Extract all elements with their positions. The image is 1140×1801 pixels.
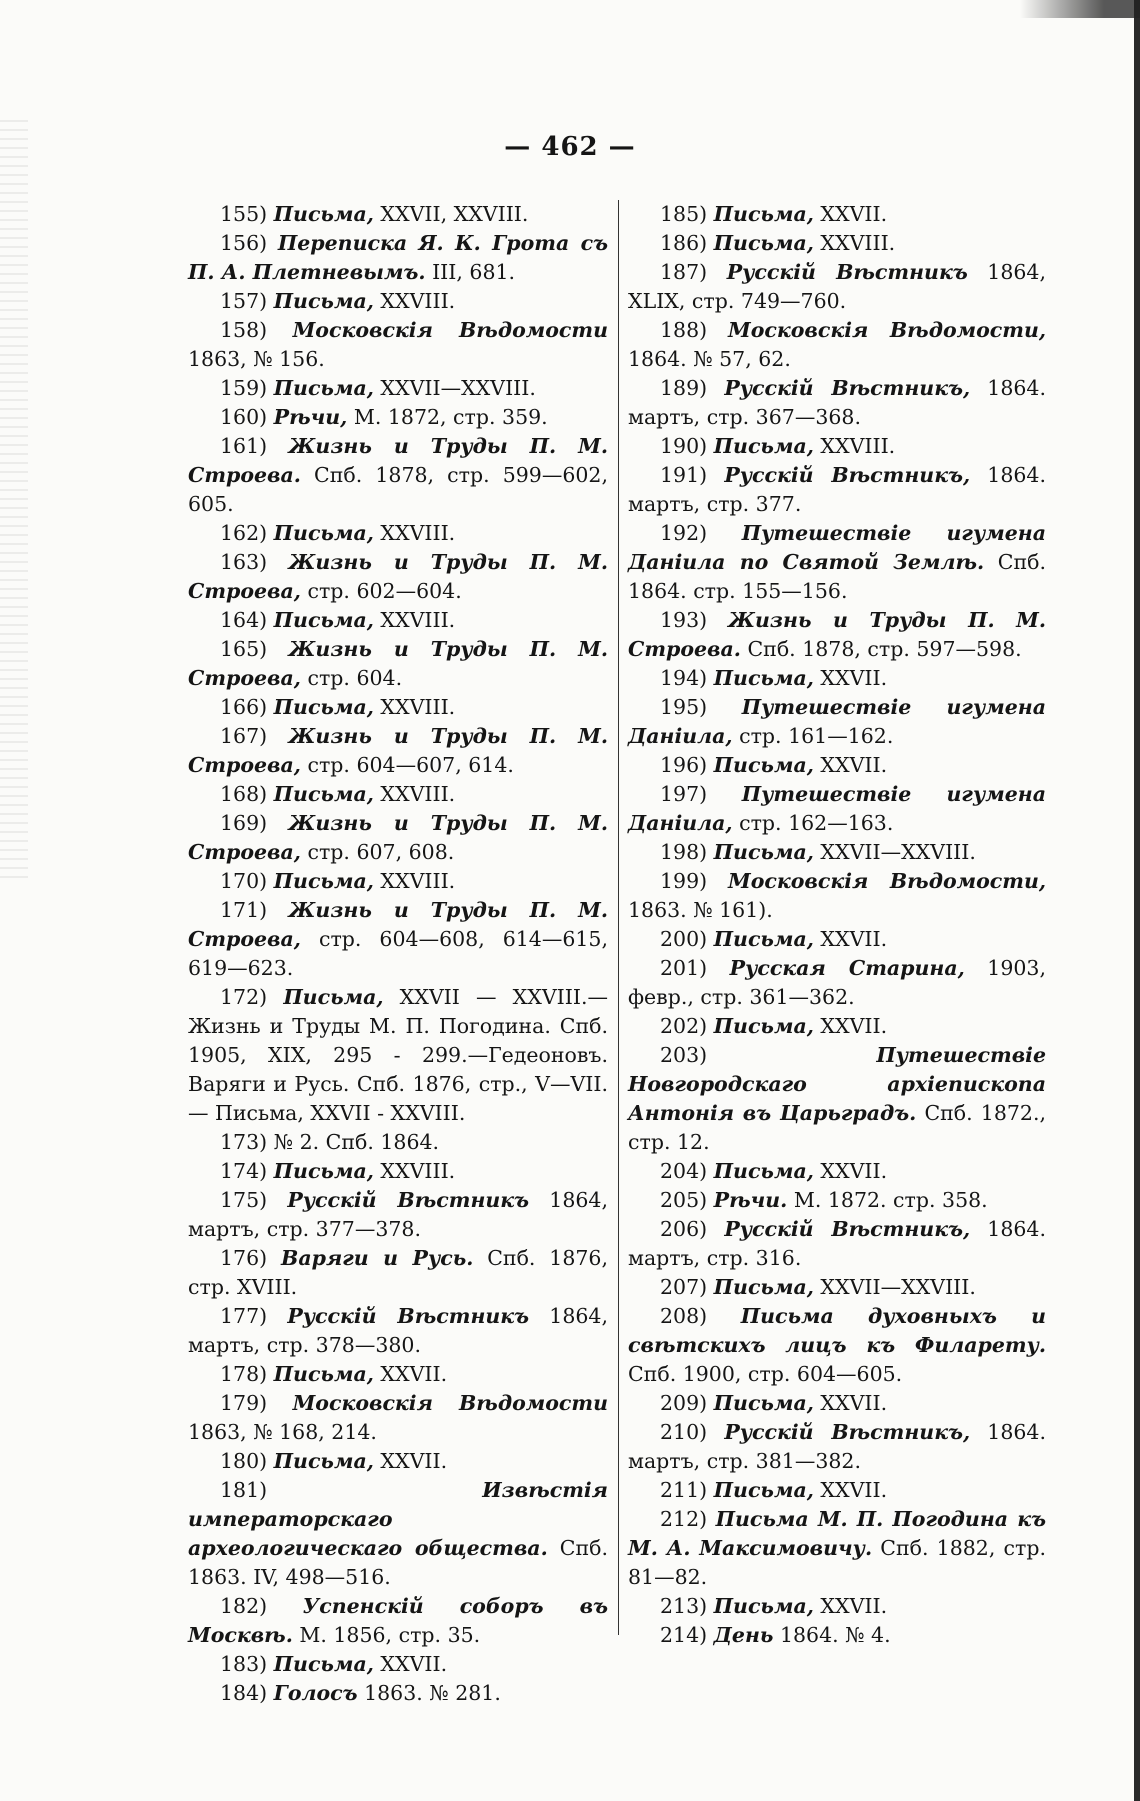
note-title: Письма, xyxy=(713,840,814,864)
note-title: Рѣчи, xyxy=(273,405,348,429)
note-entry xyxy=(188,809,608,867)
note-entry xyxy=(188,1679,608,1708)
note-details: XXVII. xyxy=(813,202,888,226)
note-details: XXVIII. xyxy=(373,869,456,893)
note-number: 174) xyxy=(220,1159,268,1183)
note-details: 1863. № 281. xyxy=(357,1681,501,1705)
note-entry xyxy=(628,461,1046,519)
note-number: 202) xyxy=(660,1014,708,1038)
note-number: 186) xyxy=(660,231,708,255)
left-column xyxy=(188,200,608,1708)
note-number: 188) xyxy=(660,318,708,342)
note-number: 191) xyxy=(660,463,708,487)
note-number: 182) xyxy=(220,1594,268,1618)
note-number: 157) xyxy=(220,289,268,313)
scan-edge-right xyxy=(1134,0,1140,1801)
note-title: Письма, xyxy=(273,1449,374,1473)
note-details: XXVII. xyxy=(813,927,888,951)
note-details: стр. 604. xyxy=(300,666,403,690)
note-details: XXVII—XXVIII. xyxy=(813,1275,976,1299)
note-entry xyxy=(628,1621,1046,1650)
note-title: Письма, xyxy=(273,782,374,806)
note-details: XXVII. xyxy=(813,666,888,690)
note-entry xyxy=(188,1389,608,1447)
note-entry xyxy=(628,519,1046,606)
note-title: Московскія Вѣдомости xyxy=(292,318,608,342)
note-title: Письма духовныхъ и свѣтскихъ лицъ къ Филарету. xyxy=(628,1304,1046,1357)
note-entry xyxy=(628,200,1046,229)
note-details: XXVII. xyxy=(373,1449,448,1473)
note-details: XXVIII. xyxy=(373,782,456,806)
note-title: Русскій Вѣстникъ xyxy=(287,1188,530,1212)
note-title: Письма, xyxy=(273,1159,374,1183)
note-details: Спб. 1878, стр. 599—602, 605. xyxy=(188,463,608,516)
note-number: 213) xyxy=(660,1594,708,1618)
note-entry xyxy=(188,403,608,432)
note-number: 185) xyxy=(660,202,708,226)
note-details: № 2. Спб. 1864. xyxy=(273,1130,440,1154)
note-details: стр. 607, 608. xyxy=(300,840,455,864)
note-entry xyxy=(628,838,1046,867)
note-number: 176) xyxy=(220,1246,268,1270)
note-number: 209) xyxy=(660,1391,708,1415)
note-details: 1864. № 4. xyxy=(773,1623,891,1647)
note-number: 194) xyxy=(660,666,708,690)
note-title: Письма, xyxy=(713,1159,814,1183)
note-number: 189) xyxy=(660,376,708,400)
note-details: 1864, мартъ, стр. 377—378. xyxy=(188,1188,608,1241)
note-title: Жизнь и Труды П. М. Строева, xyxy=(188,898,608,951)
note-number: 166) xyxy=(220,695,268,719)
note-details: стр. 604—607, 614. xyxy=(300,753,514,777)
note-number: 156) xyxy=(220,231,268,255)
note-entry xyxy=(628,751,1046,780)
note-number: 173) xyxy=(220,1130,268,1154)
note-entry xyxy=(628,1592,1046,1621)
note-details: Спб. 1872., стр. 12. xyxy=(628,1101,1046,1154)
note-entry xyxy=(628,1041,1046,1157)
note-entry xyxy=(188,1302,608,1360)
note-number: 212) xyxy=(660,1507,708,1531)
note-title: Русскій Вѣстникъ, xyxy=(724,1420,971,1444)
note-title: Письма М. П. Погодина къ М. А. Максимовичу. xyxy=(628,1507,1046,1560)
note-entry xyxy=(188,548,608,606)
note-details: XXVIII. xyxy=(813,231,896,255)
note-entry xyxy=(628,316,1046,374)
note-entry xyxy=(628,664,1046,693)
column-divider xyxy=(618,200,619,1635)
note-details: 1863. № 161). xyxy=(628,898,773,922)
page-number: — 462 — xyxy=(504,132,636,162)
note-details: 1864. № 57, 62. xyxy=(628,347,791,371)
note-details: 1864, мартъ, стр. 378—380. xyxy=(188,1304,608,1357)
note-details: М. 1856, стр. 35. xyxy=(292,1623,481,1647)
note-number: 160) xyxy=(220,405,268,429)
note-details: стр. 602—604. xyxy=(300,579,462,603)
note-details: 1864, XLIX, стр. 749—760. xyxy=(628,260,1046,313)
note-title: Переписка Я. К. Грота съ П. А. Плетневымъ. xyxy=(188,231,608,284)
note-details: Спб. 1878, стр. 597—598. xyxy=(740,637,1022,661)
note-details: Спб. 1864. стр. 155—156. xyxy=(628,550,1046,603)
note-number: 175) xyxy=(220,1188,268,1212)
note-details: XXVII. xyxy=(813,1478,888,1502)
note-title: Жизнь и Труды П. М. Строева. xyxy=(188,434,608,487)
note-entry xyxy=(188,432,608,519)
note-title: Путешествіе игумена Даніила, xyxy=(628,695,1046,748)
note-entry xyxy=(628,1215,1046,1273)
note-details: стр. 162—163. xyxy=(732,811,894,835)
note-number: 172) xyxy=(220,985,268,1009)
note-number: 192) xyxy=(660,521,708,545)
note-number: 177) xyxy=(220,1304,268,1328)
note-details: 1864. мартъ, стр. 377. xyxy=(628,463,1046,516)
note-entry xyxy=(188,896,608,983)
note-title: Голосъ xyxy=(273,1681,358,1705)
note-title: Русскій Вѣстникъ, xyxy=(724,376,971,400)
note-number: 184) xyxy=(220,1681,268,1705)
note-entry xyxy=(188,606,608,635)
note-entry xyxy=(188,780,608,809)
note-number: 210) xyxy=(660,1420,708,1444)
note-details: XXVIII. xyxy=(373,695,456,719)
note-entry xyxy=(628,1186,1046,1215)
note-entry xyxy=(188,1360,608,1389)
note-number: 187) xyxy=(660,260,708,284)
note-title: Письма, xyxy=(283,985,384,1009)
note-title: Письма, xyxy=(273,1362,374,1386)
note-title: Письма, xyxy=(713,1391,814,1415)
note-number: 198) xyxy=(660,840,708,864)
note-number: 165) xyxy=(220,637,268,661)
note-entry xyxy=(188,867,608,896)
note-details: М. 1872. стр. 358. xyxy=(787,1188,988,1212)
note-entry xyxy=(188,316,608,374)
note-title: Письма, xyxy=(713,666,814,690)
note-entry xyxy=(628,432,1046,461)
note-details: 1864. мартъ, стр. 316. xyxy=(628,1217,1046,1270)
scan-edge-left xyxy=(0,120,28,880)
note-details: XXVIII. xyxy=(373,608,456,632)
note-title: Русскій Вѣстникъ, xyxy=(724,1217,971,1241)
note-title: Путешествіе игумена Даніила по Святой Землѣ. xyxy=(628,521,1046,574)
note-title: Московскія Вѣдомости, xyxy=(728,318,1046,342)
note-entry xyxy=(188,1186,608,1244)
note-title: Письма, xyxy=(713,231,814,255)
note-title: Письма, xyxy=(273,608,374,632)
note-details: 1864. мартъ, стр. 381—382. xyxy=(628,1420,1046,1473)
note-title: Письма, xyxy=(713,1478,814,1502)
note-entry xyxy=(628,1302,1046,1389)
note-number: 161) xyxy=(220,434,268,458)
note-details: XXVII — XXVIII.— Жизнь и Труды М. П. Погодина. Спб. 1905, XIX, 295 - 299.—Гедеоновъ. Варяги и Русь. Спб. 1876, стр., V—VII.— Письма, XXVII - XXVIII. xyxy=(188,985,608,1125)
note-details: XXVII. xyxy=(373,1362,448,1386)
note-number: 170) xyxy=(220,869,268,893)
note-title: Письма, xyxy=(273,289,374,313)
note-details: Спб. 1863. IV, 498—516. xyxy=(188,1536,608,1589)
note-entry xyxy=(188,693,608,722)
note-entry xyxy=(188,1244,608,1302)
note-title: Письма, xyxy=(713,1014,814,1038)
note-title: Жизнь и Труды П. М. Строева, xyxy=(188,724,608,777)
note-title: Варяги и Русь. xyxy=(281,1246,474,1270)
note-number: 203) xyxy=(660,1043,708,1067)
note-entry xyxy=(628,954,1046,1012)
note-details: М. 1872, стр. 359. xyxy=(347,405,548,429)
note-entry xyxy=(188,1476,608,1592)
note-number: 195) xyxy=(660,695,708,719)
note-entry xyxy=(628,258,1046,316)
note-details: XXVII, XXVIII. xyxy=(373,202,529,226)
note-number: 193) xyxy=(660,608,708,632)
note-title: Письма, xyxy=(713,753,814,777)
note-entry xyxy=(188,1592,608,1650)
note-number: 171) xyxy=(220,898,268,922)
note-title: Письма, xyxy=(273,869,374,893)
note-title: Путешествіе игумена Даніила, xyxy=(628,782,1046,835)
note-title: Письма, xyxy=(713,434,814,458)
note-number: 155) xyxy=(220,202,268,226)
note-number: 197) xyxy=(660,782,708,806)
note-entry xyxy=(188,1128,608,1157)
note-details: 1903, февр., стр. 361—362. xyxy=(628,956,1046,1009)
note-details: Спб. 1882, стр. 81—82. xyxy=(628,1536,1046,1589)
note-number: 199) xyxy=(660,869,708,893)
note-details: XXVII. xyxy=(813,1159,888,1183)
note-details: XXVIII. xyxy=(373,521,456,545)
note-entry xyxy=(628,1389,1046,1418)
note-entry xyxy=(188,635,608,693)
note-entry xyxy=(628,606,1046,664)
note-entry xyxy=(628,693,1046,751)
note-title: Извѣстія императорскаго археологическаго общества. xyxy=(188,1478,608,1560)
note-details: XXVII. xyxy=(813,1391,888,1415)
note-title: Московскія Вѣдомости, xyxy=(728,869,1046,893)
note-entry xyxy=(188,229,608,287)
note-entry xyxy=(188,287,608,316)
note-entry xyxy=(628,374,1046,432)
note-number: 204) xyxy=(660,1159,708,1183)
note-number: 208) xyxy=(660,1304,708,1328)
note-title: Письма, xyxy=(273,695,374,719)
note-number: 164) xyxy=(220,608,268,632)
note-number: 211) xyxy=(660,1478,708,1502)
note-title: Жизнь и Труды П. М. Строева. xyxy=(628,608,1046,661)
note-entry xyxy=(188,1447,608,1476)
note-details: 1863, № 156. xyxy=(188,347,325,371)
note-entry xyxy=(628,1476,1046,1505)
note-details: XXVIII. xyxy=(813,434,896,458)
note-number: 214) xyxy=(660,1623,708,1647)
note-details: XXVII—XXVIII. xyxy=(373,376,536,400)
note-number: 183) xyxy=(220,1652,268,1676)
note-details: стр. 604—608, 614—615, 619—623. xyxy=(188,927,608,980)
note-entry xyxy=(188,1157,608,1186)
note-title: Путешествіе Новгородскаго архіепископа Антонія въ Царьградъ. xyxy=(628,1043,1046,1125)
note-details: XXVII—XXVIII. xyxy=(813,840,976,864)
note-entry xyxy=(628,1273,1046,1302)
note-details: XXVIII. xyxy=(373,289,456,313)
note-entry xyxy=(628,1418,1046,1476)
note-entry xyxy=(188,374,608,403)
note-entry xyxy=(188,722,608,780)
note-entry xyxy=(188,1650,608,1679)
note-number: 180) xyxy=(220,1449,268,1473)
note-details: XXVII. xyxy=(813,1014,888,1038)
note-number: 178) xyxy=(220,1362,268,1386)
note-number: 162) xyxy=(220,521,268,545)
note-number: 196) xyxy=(660,753,708,777)
note-number: 169) xyxy=(220,811,268,835)
note-title: Письма, xyxy=(713,927,814,951)
note-details: XXVII. xyxy=(373,1652,448,1676)
note-details: Спб. 1900, стр. 604—605. xyxy=(628,1362,903,1386)
note-title: Жизнь и Труды П. М. Строева, xyxy=(188,550,608,603)
note-entry xyxy=(188,983,608,1128)
right-column xyxy=(628,200,1046,1650)
note-entry xyxy=(628,1012,1046,1041)
scan-corner-mark xyxy=(1020,0,1140,18)
note-entry xyxy=(188,200,608,229)
note-title: Письма, xyxy=(713,202,814,226)
note-entry xyxy=(628,1505,1046,1592)
note-number: 181) xyxy=(220,1478,268,1502)
note-title: Письма, xyxy=(713,1594,814,1618)
note-title: Письма, xyxy=(273,521,374,545)
note-number: 205) xyxy=(660,1188,708,1212)
note-title: Письма, xyxy=(713,1275,814,1299)
note-number: 200) xyxy=(660,927,708,951)
note-title: День xyxy=(713,1623,774,1647)
note-number: 167) xyxy=(220,724,268,748)
note-number: 207) xyxy=(660,1275,708,1299)
note-title: Русская Старина, xyxy=(729,956,965,980)
note-number: 190) xyxy=(660,434,708,458)
note-title: Рѣчи. xyxy=(713,1188,788,1212)
note-entry xyxy=(188,519,608,548)
note-details: 1863, № 168, 214. xyxy=(188,1420,377,1444)
note-entry xyxy=(628,780,1046,838)
note-number: 201) xyxy=(660,956,708,980)
note-number: 159) xyxy=(220,376,268,400)
note-details: XXVII. xyxy=(813,1594,888,1618)
note-title: Успенскій соборъ въ Москвѣ. xyxy=(188,1594,608,1647)
note-title: Письма, xyxy=(273,1652,374,1676)
note-details: Спб. 1876, стр. XVIII. xyxy=(188,1246,608,1299)
note-title: Письма, xyxy=(273,202,374,226)
note-details: XXVIII. xyxy=(373,1159,456,1183)
note-number: 168) xyxy=(220,782,268,806)
note-number: 163) xyxy=(220,550,268,574)
note-details: III, 681. xyxy=(425,260,516,284)
note-title: Письма, xyxy=(273,376,374,400)
note-entry xyxy=(628,229,1046,258)
note-title: Русскій Вѣстникъ xyxy=(726,260,968,284)
note-entry xyxy=(628,867,1046,925)
note-title: Жизнь и Труды П. М. Строева, xyxy=(188,811,608,864)
note-details: стр. 161—162. xyxy=(732,724,894,748)
note-entry xyxy=(628,1157,1046,1186)
note-number: 179) xyxy=(220,1391,268,1415)
note-title: Московскія Вѣдомости xyxy=(292,1391,608,1415)
note-number: 206) xyxy=(660,1217,708,1241)
note-details: 1864. мартъ, стр. 367—368. xyxy=(628,376,1046,429)
note-number: 158) xyxy=(220,318,268,342)
note-title: Русскій Вѣстникъ, xyxy=(724,463,971,487)
note-title: Русскій Вѣстникъ xyxy=(287,1304,530,1328)
note-title: Жизнь и Труды П. М. Строева, xyxy=(188,637,608,690)
note-entry xyxy=(628,925,1046,954)
note-details: XXVII. xyxy=(813,753,888,777)
